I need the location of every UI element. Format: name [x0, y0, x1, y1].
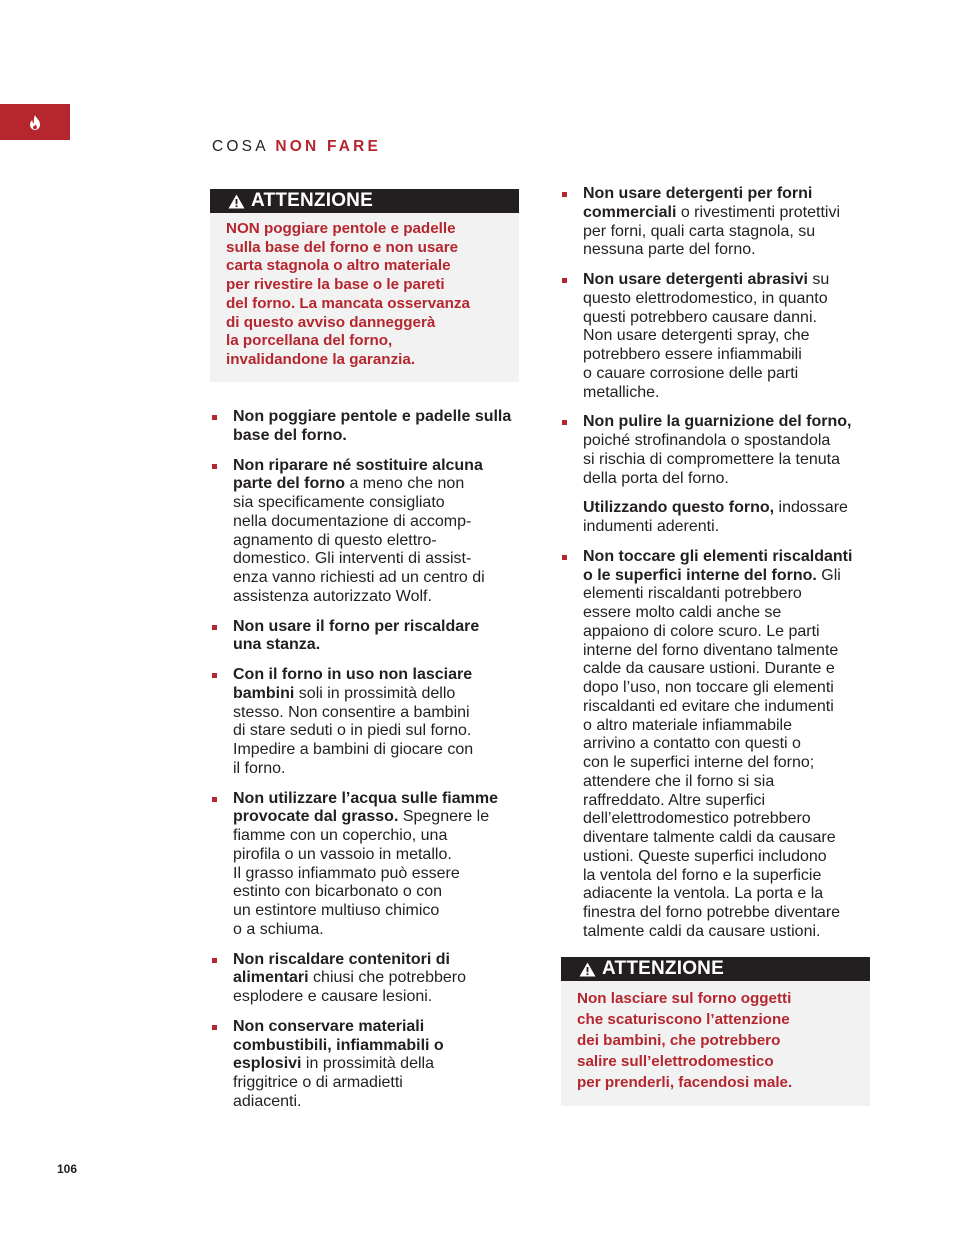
list-item	[212, 618, 534, 656]
item-text: un estintore multiuso chimico	[233, 902, 440, 919]
item-text: per forni, quali carta stagnola, su	[583, 222, 816, 240]
item-bold: Non utilizzare l’acqua sulle fiamme	[233, 789, 498, 807]
item-bold: parte del forno	[233, 475, 346, 493]
bullet-square-icon	[212, 625, 217, 630]
warning-triangle-icon	[579, 962, 596, 977]
item-bold: alimentari	[233, 969, 309, 987]
item-text: si rischia di compromettere la tenuta	[583, 450, 840, 468]
item-bold: commerciali	[583, 203, 677, 221]
list-item	[212, 1018, 534, 1112]
item-bold: Non pulire la guarnizione del forno,	[583, 413, 852, 431]
item-text: adiacente la ventola. La porta e la	[583, 885, 824, 903]
warning-line: che scaturiscono l’attenzione	[577, 1011, 790, 1028]
bullet-square-icon	[562, 192, 567, 197]
list-item	[562, 413, 884, 488]
item-text: essere molto caldi anche se	[583, 604, 782, 621]
item-text: di stare seduti o in piedi sul forno.	[233, 722, 472, 740]
item-bold: Non usare detergenti abrasivi	[583, 271, 808, 288]
warning-triangle-icon	[228, 194, 245, 209]
item-text: sia specificamente consigliato	[233, 494, 445, 511]
item-bold: Con il forno in uso non lasciare	[233, 666, 473, 683]
item-text: la ventola del forno e la superficie	[583, 866, 822, 884]
item-text: stesso. Non consentire a bambini	[233, 703, 470, 721]
item-text: questo elettrodomestico, in quanto	[583, 289, 828, 307]
item-text: o rivestimenti protettivi	[676, 203, 840, 221]
item-bold: o le superfici interne del forno.	[583, 566, 817, 584]
item-text: calde da causare ustioni. Durante e	[583, 660, 835, 678]
item-text: in prossimità della	[301, 1055, 434, 1073]
warning-body	[210, 213, 519, 370]
item-text: arrivino a contatto con questi o	[583, 735, 801, 753]
item-text: ustioni. Queste superfici includono	[583, 847, 827, 865]
warning-heading	[210, 189, 519, 213]
right-bullet-list-2	[562, 548, 884, 942]
item-text: soli in prossimità dello	[294, 684, 456, 702]
item-text: o altro materiale infiammabile	[583, 716, 792, 734]
item-text: o a schiuma.	[233, 920, 324, 938]
bullet-square-icon	[212, 1025, 217, 1030]
item-bold: Non riparare né sostituire alcuna	[233, 456, 483, 474]
list-item	[212, 951, 534, 1007]
warning-body	[561, 981, 870, 1093]
item-text: enza vanno richiesti ad un centro di	[233, 569, 485, 586]
bullet-square-icon	[212, 797, 217, 802]
item-text: a meno che non	[345, 475, 465, 493]
warning-heading	[561, 957, 870, 981]
bullet-square-icon	[212, 415, 217, 420]
item-bold: esplosivi	[233, 1055, 302, 1073]
warning-line: salire sull’elettrodomestico	[577, 1053, 774, 1070]
bullet-square-icon	[212, 958, 217, 963]
item-text: diventare talmente caldi da causare	[583, 829, 836, 846]
item-text: della porta del forno.	[583, 469, 729, 487]
warning-heading-text: ATTENZIONE	[251, 190, 373, 211]
item-text: poiché strofinandola o spostandola	[583, 432, 831, 449]
item-text: chiusi che potrebbero	[308, 969, 467, 987]
item-bold: una stanza.	[233, 636, 321, 654]
item-text: potrebbero essere infiammabili	[583, 346, 802, 363]
item-text: con le superfici interne del forno;	[583, 754, 815, 771]
flame-icon	[29, 115, 41, 130]
item-text: riscaldanti ed evitare che indumenti	[583, 697, 834, 715]
bullet-square-icon	[562, 278, 567, 283]
item-bold: combustibili, infiammabili o	[233, 1036, 444, 1054]
item-text: adiacenti.	[233, 1092, 302, 1110]
item-text: interne del forno diventano talmente	[583, 641, 839, 659]
list-item	[212, 790, 534, 940]
bullet-square-icon	[562, 555, 567, 560]
list-item	[562, 185, 884, 260]
item-text: Gli	[816, 566, 841, 584]
bullet-square-icon	[562, 420, 567, 425]
warning-line: per rivestire la base o le pareti	[226, 276, 445, 294]
list-item	[212, 408, 534, 446]
paragraph-text: indossare	[774, 499, 848, 517]
page-number: 106	[57, 1162, 78, 1176]
item-text: o cauare corrosione delle parti	[583, 364, 799, 382]
paragraph-text: indumenti aderenti.	[583, 518, 720, 535]
item-text: finestra del forno potrebbe diventare	[583, 904, 841, 921]
item-text: fiamme con un coperchio, una	[233, 827, 448, 844]
item-text: raffreddato. Altre superfici	[583, 791, 766, 809]
item-bold: Non toccare gli elementi riscaldanti	[583, 547, 853, 565]
section-title	[212, 138, 381, 156]
item-bold: Non usare il forno per riscaldare	[233, 617, 480, 635]
warning-line: per prenderli, facendosi male.	[577, 1074, 793, 1091]
warning-line: del forno. La mancata osservanza	[226, 294, 470, 312]
list-item	[212, 457, 534, 607]
item-text: Non usare detergenti spray, che	[583, 327, 810, 345]
item-text: nessuna parte del forno.	[583, 241, 756, 259]
plain-paragraph	[562, 499, 884, 537]
warning-box-bottom	[561, 957, 870, 1106]
warning-line: la porcellana del forno,	[226, 332, 393, 350]
item-text: nella documentazione di accomp-	[233, 512, 472, 530]
item-text: questi potrebbero causare danni.	[583, 308, 817, 326]
warning-line: di questo avviso danneggerà	[226, 313, 436, 331]
right-column	[562, 185, 884, 953]
left-column	[212, 408, 534, 1123]
item-text: elementi riscaldanti potrebbero	[583, 585, 802, 603]
item-bold: Non poggiare pentole e padelle sulla	[233, 408, 512, 425]
item-text: dopo l’uso, non toccare gli elementi	[583, 679, 834, 696]
item-text: dell’elettrodomestico potrebbero	[583, 810, 811, 828]
item-text: su	[807, 271, 830, 288]
list-item	[212, 666, 534, 779]
item-text: Spegnere le	[398, 808, 490, 826]
warning-line: invalidandone la garanzia.	[226, 350, 416, 368]
warning-line: sulla base del forno e non usare	[226, 238, 459, 256]
item-text: talmente caldi da causare ustioni.	[583, 922, 821, 940]
section-tab	[0, 104, 70, 140]
paragraph-bold: Utilizzando questo forno,	[583, 499, 775, 517]
warning-heading-text: ATTENZIONE	[602, 958, 724, 979]
item-bold: Non usare detergenti per forni	[583, 185, 813, 202]
right-bullet-list	[562, 185, 884, 488]
section-title-prefix: COSA	[212, 138, 268, 155]
list-item	[562, 271, 884, 402]
item-bold: Non riscaldare contenitori di	[233, 950, 450, 968]
item-text: friggitrice o di armadietti	[233, 1074, 403, 1091]
item-text: esplodere e causare lesioni.	[233, 988, 433, 1005]
bullet-square-icon	[212, 673, 217, 678]
item-text: estinto con bicarbonato o con	[233, 883, 443, 901]
item-text: metalliche.	[583, 383, 660, 401]
item-text: attendere che il forno si sia	[583, 772, 775, 790]
item-text: agnamento di questo elettro-	[233, 531, 437, 549]
item-text: il forno.	[233, 759, 286, 777]
item-bold: base del forno.	[233, 426, 347, 444]
warning-line: NON poggiare pentole e padelle	[226, 220, 456, 237]
warning-line: carta stagnola o altro materiale	[226, 257, 451, 275]
item-text: appaiono di colore scuro. Le parti	[583, 622, 820, 640]
warning-line: Non lasciare sul forno oggetti	[577, 990, 792, 1007]
item-text: domestico. Gli interventi di assist-	[233, 550, 472, 568]
warning-line: dei bambini, che potrebbero	[577, 1032, 781, 1049]
item-text: Impedire a bambini di giocare con	[233, 741, 474, 758]
section-title-highlight: NON FARE	[275, 138, 382, 155]
bullet-square-icon	[212, 464, 217, 469]
left-bullet-list	[212, 408, 534, 1112]
item-text: pirofila o un vassoio in metallo.	[233, 845, 452, 863]
item-bold: provocate dal grasso.	[233, 808, 399, 826]
warning-box-top	[210, 189, 519, 382]
item-bold: bambini	[233, 684, 295, 702]
item-bold: Non conservare materiali	[233, 1017, 425, 1035]
item-text: assistenza autorizzato Wolf.	[233, 587, 432, 605]
list-item	[562, 548, 884, 942]
item-text: Il grasso infiammato può essere	[233, 864, 460, 882]
